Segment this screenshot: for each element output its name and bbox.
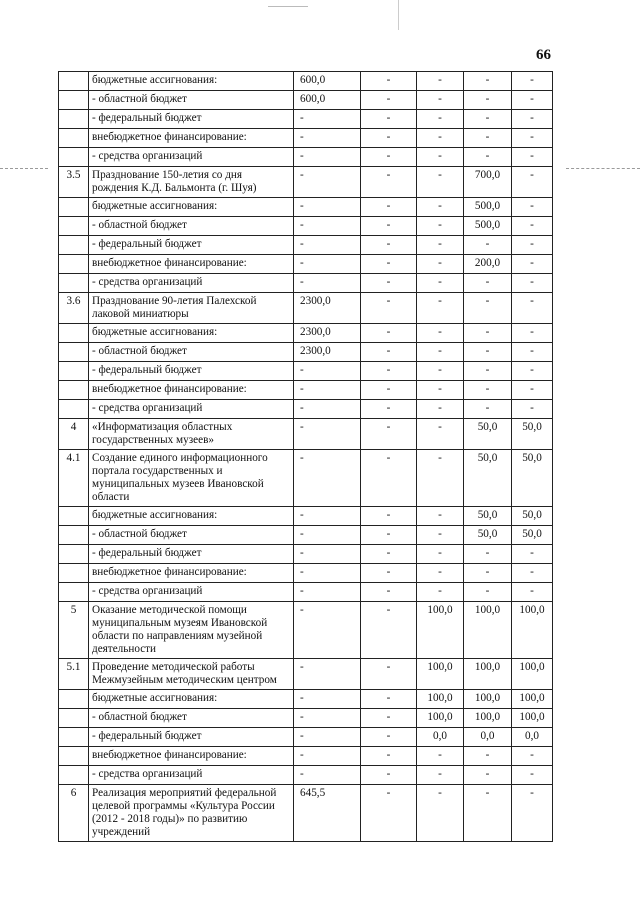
amount-cell: - bbox=[361, 343, 417, 362]
item-number: 6 bbox=[59, 785, 89, 842]
amount-cell: 600,0 bbox=[294, 91, 361, 110]
item-name: - средства организаций bbox=[89, 400, 294, 419]
amount-cell: - bbox=[361, 255, 417, 274]
table-row bbox=[59, 785, 553, 842]
amount-cell: - bbox=[512, 381, 553, 400]
amount-cell: - bbox=[512, 72, 553, 91]
amount-cell: - bbox=[361, 766, 417, 785]
table-row bbox=[59, 583, 553, 602]
item-name: - областной бюджет bbox=[89, 343, 294, 362]
item-number bbox=[59, 110, 89, 129]
amount-cell: - bbox=[512, 785, 553, 842]
table-row bbox=[59, 217, 553, 236]
amount-cell: - bbox=[417, 419, 464, 450]
table-row bbox=[59, 564, 553, 583]
table-row bbox=[59, 690, 553, 709]
amount-cell: - bbox=[294, 110, 361, 129]
amount-cell: - bbox=[361, 148, 417, 167]
amount-cell: - bbox=[417, 785, 464, 842]
amount-cell: 50,0 bbox=[464, 450, 512, 507]
amount-cell: - bbox=[361, 324, 417, 343]
amount-cell: - bbox=[294, 709, 361, 728]
amount-cell: - bbox=[417, 198, 464, 217]
amount-cell: 200,0 bbox=[464, 255, 512, 274]
amount-cell: 50,0 bbox=[464, 507, 512, 526]
amount-cell: - bbox=[512, 545, 553, 564]
amount-cell: - bbox=[361, 91, 417, 110]
amount-cell: - bbox=[512, 274, 553, 293]
amount-cell: - bbox=[417, 526, 464, 545]
item-name: бюджетные ассигнования: bbox=[89, 507, 294, 526]
item-name: Оказание методической помощи муниципальным музеям Ивановской области по направлениям музейной деятельности bbox=[89, 602, 294, 659]
table-row bbox=[59, 526, 553, 545]
amount-cell: - bbox=[294, 129, 361, 148]
amount-cell: - bbox=[417, 72, 464, 91]
item-name: Празднование 90-летия Палехской лаковой миниатюры bbox=[89, 293, 294, 324]
table-row bbox=[59, 324, 553, 343]
amount-cell: - bbox=[294, 766, 361, 785]
amount-cell: - bbox=[464, 148, 512, 167]
item-name: - областной бюджет bbox=[89, 709, 294, 728]
amount-cell: - bbox=[294, 400, 361, 419]
amount-cell: - bbox=[294, 659, 361, 690]
item-number bbox=[59, 583, 89, 602]
item-name: внебюджетное финансирование: bbox=[89, 381, 294, 400]
item-name: - средства организаций bbox=[89, 148, 294, 167]
item-number bbox=[59, 343, 89, 362]
amount-cell: - bbox=[361, 72, 417, 91]
amount-cell: 700,0 bbox=[464, 167, 512, 198]
item-number bbox=[59, 274, 89, 293]
amount-cell: - bbox=[464, 785, 512, 842]
item-number bbox=[59, 129, 89, 148]
amount-cell: - bbox=[361, 709, 417, 728]
table-row bbox=[59, 72, 553, 91]
page-number: 66 bbox=[536, 47, 551, 63]
financing-table bbox=[58, 71, 553, 842]
amount-cell: - bbox=[464, 129, 512, 148]
amount-cell: - bbox=[361, 236, 417, 255]
amount-cell: - bbox=[417, 91, 464, 110]
amount-cell: - bbox=[512, 198, 553, 217]
amount-cell: - bbox=[512, 583, 553, 602]
amount-cell: 2300,0 bbox=[294, 324, 361, 343]
item-name: Создание единого информационного портала государственных и муниципальных музеев Ивановской области bbox=[89, 450, 294, 507]
amount-cell: 100,0 bbox=[464, 659, 512, 690]
item-number bbox=[59, 400, 89, 419]
item-number bbox=[59, 148, 89, 167]
amount-cell: - bbox=[464, 545, 512, 564]
amount-cell: - bbox=[294, 564, 361, 583]
table-row bbox=[59, 507, 553, 526]
amount-cell: - bbox=[417, 507, 464, 526]
amount-cell: 50,0 bbox=[512, 450, 553, 507]
item-number bbox=[59, 766, 89, 785]
item-number bbox=[59, 381, 89, 400]
item-number: 4.1 bbox=[59, 450, 89, 507]
item-name: - федеральный бюджет bbox=[89, 110, 294, 129]
amount-cell: - bbox=[294, 274, 361, 293]
amount-cell: - bbox=[417, 450, 464, 507]
item-number bbox=[59, 564, 89, 583]
amount-cell: - bbox=[512, 236, 553, 255]
item-name: - областной бюджет bbox=[89, 91, 294, 110]
amount-cell: - bbox=[361, 217, 417, 236]
amount-cell: - bbox=[512, 747, 553, 766]
item-name: внебюджетное финансирование: bbox=[89, 747, 294, 766]
amount-cell: - bbox=[294, 148, 361, 167]
amount-cell: - bbox=[512, 324, 553, 343]
table-row bbox=[59, 659, 553, 690]
item-name: Реализация мероприятий федеральной целевой программы «Культура России (2012 - 2018 годы)» по развитию учреждений bbox=[89, 785, 294, 842]
amount-cell: - bbox=[417, 324, 464, 343]
amount-cell: - bbox=[294, 602, 361, 659]
amount-cell: - bbox=[417, 343, 464, 362]
amount-cell: - bbox=[361, 785, 417, 842]
item-number bbox=[59, 91, 89, 110]
amount-cell: - bbox=[512, 255, 553, 274]
item-name: - федеральный бюджет bbox=[89, 236, 294, 255]
amount-cell: 0,0 bbox=[417, 728, 464, 747]
table-row bbox=[59, 198, 553, 217]
amount-cell: - bbox=[512, 343, 553, 362]
item-number bbox=[59, 236, 89, 255]
item-number bbox=[59, 747, 89, 766]
amount-cell: - bbox=[361, 400, 417, 419]
item-name: внебюджетное финансирование: bbox=[89, 564, 294, 583]
amount-cell: - bbox=[512, 564, 553, 583]
amount-cell: - bbox=[417, 236, 464, 255]
amount-cell: - bbox=[361, 659, 417, 690]
item-name: - областной бюджет bbox=[89, 217, 294, 236]
amount-cell: - bbox=[361, 507, 417, 526]
amount-cell: 50,0 bbox=[512, 419, 553, 450]
amount-cell: - bbox=[417, 255, 464, 274]
amount-cell: - bbox=[464, 381, 512, 400]
item-number bbox=[59, 217, 89, 236]
item-number: 4 bbox=[59, 419, 89, 450]
table-row bbox=[59, 274, 553, 293]
amount-cell: - bbox=[512, 148, 553, 167]
amount-cell: - bbox=[361, 564, 417, 583]
amount-cell: 600,0 bbox=[294, 72, 361, 91]
item-number: 3.6 bbox=[59, 293, 89, 324]
item-name: бюджетные ассигнования: bbox=[89, 690, 294, 709]
item-number bbox=[59, 728, 89, 747]
item-number bbox=[59, 255, 89, 274]
amount-cell: - bbox=[464, 400, 512, 419]
amount-cell: - bbox=[361, 747, 417, 766]
amount-cell: - bbox=[464, 72, 512, 91]
amount-cell: - bbox=[464, 766, 512, 785]
amount-cell: - bbox=[361, 583, 417, 602]
amount-cell: 500,0 bbox=[464, 198, 512, 217]
item-name: бюджетные ассигнования: bbox=[89, 198, 294, 217]
table-row bbox=[59, 362, 553, 381]
scan-artifact bbox=[398, 0, 399, 30]
item-name: - средства организаций bbox=[89, 583, 294, 602]
amount-cell: 100,0 bbox=[512, 690, 553, 709]
item-name: - средства организаций bbox=[89, 766, 294, 785]
table-row bbox=[59, 91, 553, 110]
item-name: - федеральный бюджет bbox=[89, 545, 294, 564]
amount-cell: - bbox=[417, 129, 464, 148]
item-number bbox=[59, 362, 89, 381]
table-row bbox=[59, 167, 553, 198]
amount-cell: - bbox=[294, 217, 361, 236]
amount-cell: 100,0 bbox=[464, 709, 512, 728]
amount-cell: 100,0 bbox=[464, 690, 512, 709]
amount-cell: - bbox=[464, 343, 512, 362]
amount-cell: - bbox=[361, 545, 417, 564]
amount-cell: 0,0 bbox=[464, 728, 512, 747]
amount-cell: - bbox=[464, 564, 512, 583]
amount-cell: - bbox=[417, 545, 464, 564]
item-name: - областной бюджет bbox=[89, 526, 294, 545]
amount-cell: - bbox=[361, 362, 417, 381]
amount-cell: 100,0 bbox=[417, 709, 464, 728]
amount-cell: - bbox=[294, 690, 361, 709]
amount-cell: 50,0 bbox=[512, 526, 553, 545]
amount-cell: - bbox=[294, 198, 361, 217]
amount-cell: - bbox=[361, 690, 417, 709]
table-row bbox=[59, 343, 553, 362]
amount-cell: - bbox=[464, 293, 512, 324]
amount-cell: - bbox=[417, 148, 464, 167]
scan-artifact bbox=[0, 168, 48, 169]
amount-cell: - bbox=[294, 381, 361, 400]
item-name: - средства организаций bbox=[89, 274, 294, 293]
amount-cell: - bbox=[361, 728, 417, 747]
amount-cell: 100,0 bbox=[512, 709, 553, 728]
item-number bbox=[59, 526, 89, 545]
amount-cell: 645,5 bbox=[294, 785, 361, 842]
amount-cell: - bbox=[294, 167, 361, 198]
table-row bbox=[59, 450, 553, 507]
table-row bbox=[59, 400, 553, 419]
amount-cell: 2300,0 bbox=[294, 293, 361, 324]
amount-cell: - bbox=[294, 545, 361, 564]
item-number: 3.5 bbox=[59, 167, 89, 198]
amount-cell: - bbox=[361, 419, 417, 450]
table-row bbox=[59, 148, 553, 167]
item-number bbox=[59, 690, 89, 709]
amount-cell: - bbox=[464, 110, 512, 129]
item-name: бюджетные ассигнования: bbox=[89, 72, 294, 91]
amount-cell: 2300,0 bbox=[294, 343, 361, 362]
table-row bbox=[59, 255, 553, 274]
table-row bbox=[59, 709, 553, 728]
amount-cell: - bbox=[294, 728, 361, 747]
item-name: Проведение методической работы Межмузейным методическим центром bbox=[89, 659, 294, 690]
amount-cell: - bbox=[294, 583, 361, 602]
amount-cell: - bbox=[361, 110, 417, 129]
amount-cell: - bbox=[512, 167, 553, 198]
amount-cell: 100,0 bbox=[512, 659, 553, 690]
amount-cell: - bbox=[294, 526, 361, 545]
amount-cell: 50,0 bbox=[464, 419, 512, 450]
amount-cell: - bbox=[361, 167, 417, 198]
amount-cell: - bbox=[294, 507, 361, 526]
amount-cell: 100,0 bbox=[417, 602, 464, 659]
amount-cell: - bbox=[417, 400, 464, 419]
item-name: - федеральный бюджет bbox=[89, 362, 294, 381]
item-name: внебюджетное финансирование: bbox=[89, 255, 294, 274]
amount-cell: - bbox=[361, 129, 417, 148]
item-name: - федеральный бюджет bbox=[89, 728, 294, 747]
amount-cell: - bbox=[464, 236, 512, 255]
amount-cell: - bbox=[417, 167, 464, 198]
item-name: Празднование 150-летия со дня рождения К.Д. Бальмонта (г. Шуя) bbox=[89, 167, 294, 198]
item-number: 5 bbox=[59, 602, 89, 659]
table-row bbox=[59, 602, 553, 659]
amount-cell: - bbox=[464, 91, 512, 110]
amount-cell: - bbox=[417, 362, 464, 381]
amount-cell: - bbox=[294, 362, 361, 381]
amount-cell: - bbox=[464, 583, 512, 602]
table-row bbox=[59, 381, 553, 400]
amount-cell: 100,0 bbox=[512, 602, 553, 659]
amount-cell: - bbox=[417, 564, 464, 583]
amount-cell: - bbox=[361, 198, 417, 217]
amount-cell: - bbox=[417, 766, 464, 785]
amount-cell: - bbox=[512, 129, 553, 148]
item-name: «Информатизация областных государственных музеев» bbox=[89, 419, 294, 450]
amount-cell: - bbox=[512, 91, 553, 110]
amount-cell: - bbox=[294, 255, 361, 274]
amount-cell: - bbox=[417, 747, 464, 766]
table-row bbox=[59, 766, 553, 785]
amount-cell: - bbox=[361, 381, 417, 400]
amount-cell: - bbox=[294, 450, 361, 507]
amount-cell: - bbox=[294, 747, 361, 766]
item-number bbox=[59, 72, 89, 91]
amount-cell: - bbox=[464, 747, 512, 766]
table-row bbox=[59, 129, 553, 148]
amount-cell: - bbox=[294, 419, 361, 450]
amount-cell: - bbox=[464, 324, 512, 343]
table-row bbox=[59, 747, 553, 766]
amount-cell: 50,0 bbox=[464, 526, 512, 545]
scan-artifact bbox=[566, 168, 640, 169]
table-row bbox=[59, 728, 553, 747]
amount-cell: 50,0 bbox=[512, 507, 553, 526]
item-number bbox=[59, 198, 89, 217]
amount-cell: - bbox=[512, 293, 553, 324]
scan-artifact bbox=[268, 6, 308, 7]
amount-cell: 0,0 bbox=[512, 728, 553, 747]
amount-cell: 100,0 bbox=[464, 602, 512, 659]
amount-cell: - bbox=[512, 110, 553, 129]
table-row bbox=[59, 110, 553, 129]
item-number bbox=[59, 324, 89, 343]
item-name: бюджетные ассигнования: bbox=[89, 324, 294, 343]
amount-cell: - bbox=[512, 766, 553, 785]
amount-cell: 500,0 bbox=[464, 217, 512, 236]
amount-cell: - bbox=[361, 450, 417, 507]
amount-cell: - bbox=[512, 400, 553, 419]
item-number: 5.1 bbox=[59, 659, 89, 690]
amount-cell: - bbox=[512, 362, 553, 381]
amount-cell: - bbox=[417, 293, 464, 324]
amount-cell: - bbox=[464, 362, 512, 381]
table-row bbox=[59, 419, 553, 450]
item-number bbox=[59, 545, 89, 564]
amount-cell: - bbox=[417, 274, 464, 293]
amount-cell: - bbox=[361, 274, 417, 293]
amount-cell: - bbox=[512, 217, 553, 236]
amount-cell: - bbox=[361, 526, 417, 545]
amount-cell: - bbox=[464, 274, 512, 293]
item-number bbox=[59, 709, 89, 728]
amount-cell: - bbox=[417, 583, 464, 602]
table-row bbox=[59, 293, 553, 324]
amount-cell: - bbox=[361, 602, 417, 659]
amount-cell: - bbox=[294, 236, 361, 255]
item-name: внебюджетное финансирование: bbox=[89, 129, 294, 148]
table-row bbox=[59, 545, 553, 564]
amount-cell: - bbox=[417, 381, 464, 400]
amount-cell: 100,0 bbox=[417, 690, 464, 709]
amount-cell: - bbox=[361, 293, 417, 324]
item-number bbox=[59, 507, 89, 526]
amount-cell: 100,0 bbox=[417, 659, 464, 690]
amount-cell: - bbox=[417, 110, 464, 129]
table-row bbox=[59, 236, 553, 255]
amount-cell: - bbox=[417, 217, 464, 236]
